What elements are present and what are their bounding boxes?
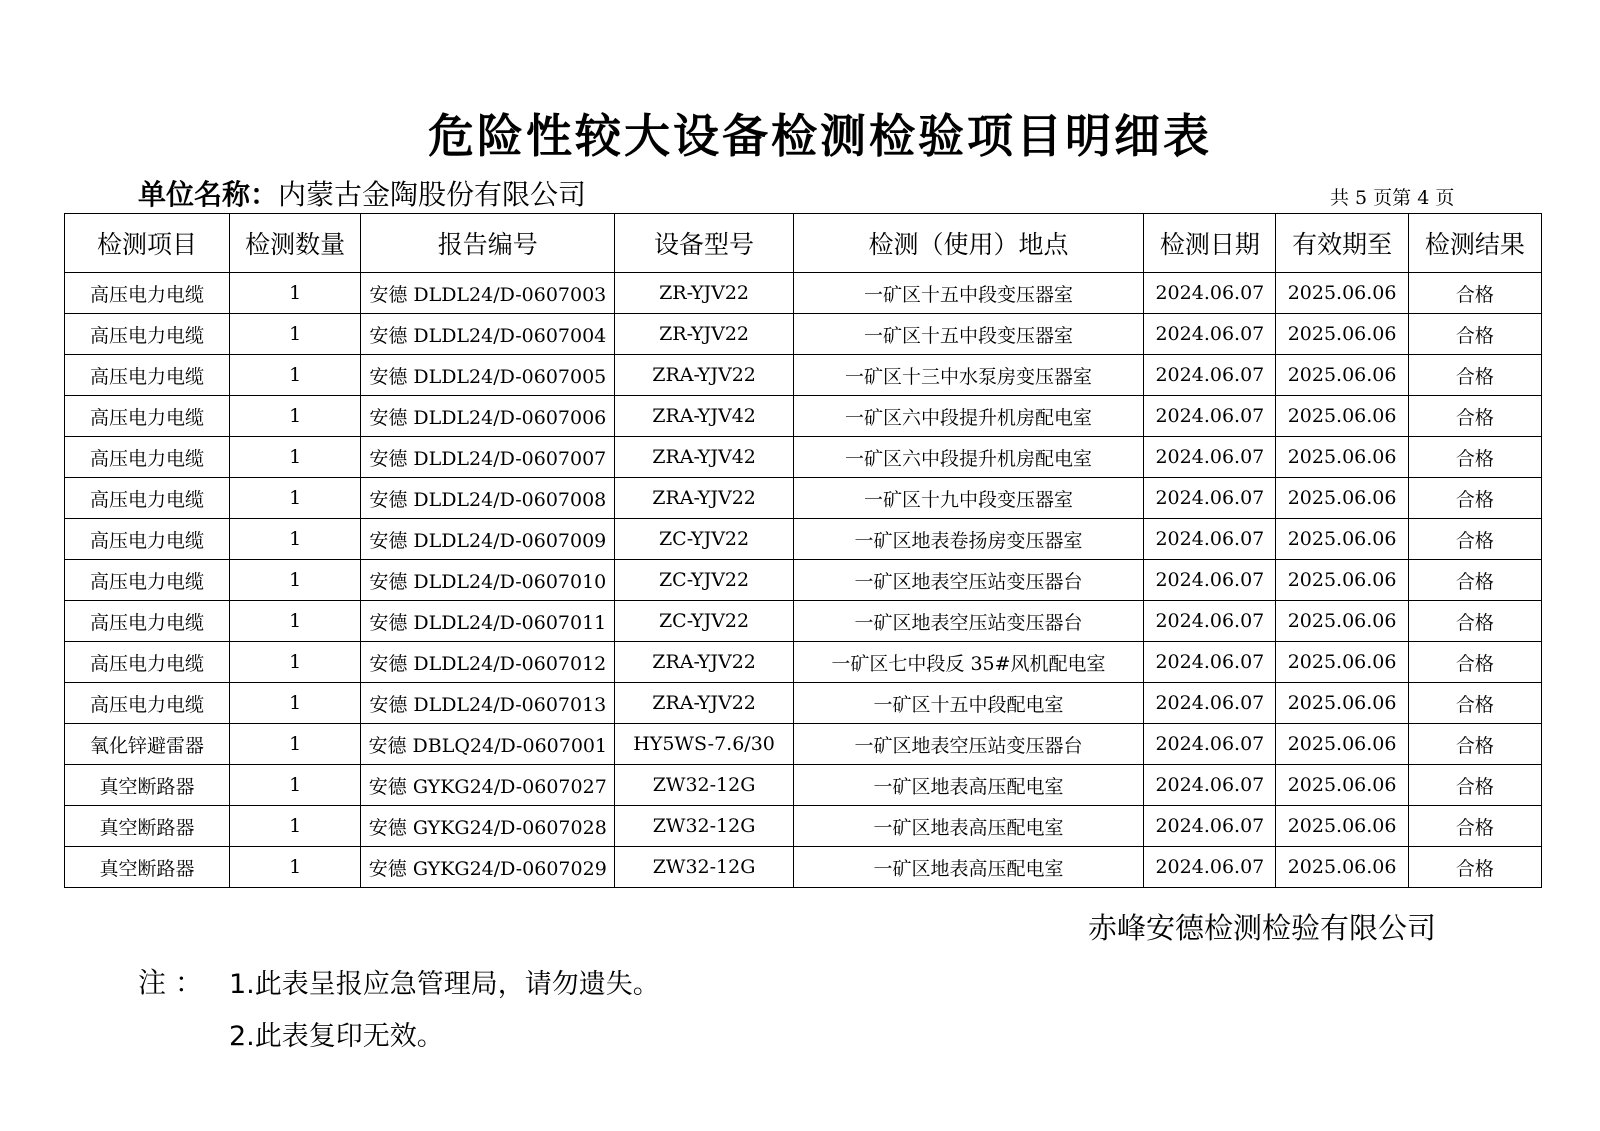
cell-report-no: 安德 DLDL24/D-0607006 <box>361 396 615 437</box>
cell-quantity: 1 <box>230 601 361 642</box>
cell-model: ZRA-YJV22 <box>615 642 793 683</box>
cell-valid-until: 2025.06.06 <box>1276 437 1408 478</box>
cell-location: 一矿区地表高压配电室 <box>793 806 1144 847</box>
cell-result: 合格 <box>1408 478 1541 519</box>
cell-valid-until: 2025.06.06 <box>1276 765 1408 806</box>
cell-location: 一矿区十九中段变压器室 <box>793 478 1144 519</box>
cell-model: ZW32-12G <box>615 806 793 847</box>
cell-test-date: 2024.06.07 <box>1144 560 1276 601</box>
cell-item: 高压电力电缆 <box>65 601 230 642</box>
cell-quantity: 1 <box>230 478 361 519</box>
cell-result: 合格 <box>1408 601 1541 642</box>
cell-location: 一矿区六中段提升机房配电室 <box>793 437 1144 478</box>
header-model: 设备型号 <box>615 214 793 273</box>
cell-report-no: 安德 DBLQ24/D-0607001 <box>361 724 615 765</box>
cell-model: ZRA-YJV42 <box>615 396 793 437</box>
cell-item: 高压电力电缆 <box>65 519 230 560</box>
cell-result: 合格 <box>1408 273 1541 314</box>
cell-test-date: 2024.06.07 <box>1144 847 1276 888</box>
cell-quantity: 1 <box>230 806 361 847</box>
cell-report-no: 安德 DLDL24/D-0607004 <box>361 314 615 355</box>
cell-model: ZC-YJV22 <box>615 560 793 601</box>
unit-name: 内蒙古金陶股份有限公司 <box>278 178 587 211</box>
table-row <box>65 560 1542 601</box>
cell-location: 一矿区地表高压配电室 <box>793 765 1144 806</box>
table-row <box>65 601 1542 642</box>
cell-item: 高压电力电缆 <box>65 560 230 601</box>
header-test-date: 检测日期 <box>1144 214 1276 273</box>
table-row <box>65 478 1542 519</box>
cell-report-no: 安德 GYKG24/D-0607028 <box>361 806 615 847</box>
cell-result: 合格 <box>1408 806 1541 847</box>
cell-item: 高压电力电缆 <box>65 642 230 683</box>
cell-report-no: 安德 GYKG24/D-0607029 <box>361 847 615 888</box>
cell-test-date: 2024.06.07 <box>1144 642 1276 683</box>
cell-item: 真空断路器 <box>65 765 230 806</box>
cell-item: 氧化锌避雷器 <box>65 724 230 765</box>
table-row <box>65 642 1542 683</box>
cell-model: ZRA-YJV22 <box>615 683 793 724</box>
cell-quantity: 1 <box>230 642 361 683</box>
cell-result: 合格 <box>1408 683 1541 724</box>
table-row <box>65 396 1542 437</box>
table-row <box>65 806 1542 847</box>
unit-name-line <box>138 173 586 213</box>
unit-label: 单位名称： <box>138 178 279 211</box>
cell-location: 一矿区六中段提升机房配电室 <box>793 396 1144 437</box>
cell-report-no: 安德 DLDL24/D-0607003 <box>361 273 615 314</box>
cell-report-no: 安德 DLDL24/D-0607011 <box>361 601 615 642</box>
table-row <box>65 314 1542 355</box>
table-body <box>65 273 1542 888</box>
cell-valid-until: 2025.06.06 <box>1276 642 1408 683</box>
cell-valid-until: 2025.06.06 <box>1276 806 1408 847</box>
cell-report-no: 安德 DLDL24/D-0607012 <box>361 642 615 683</box>
cell-test-date: 2024.06.07 <box>1144 478 1276 519</box>
cell-result: 合格 <box>1408 355 1541 396</box>
cell-location: 一矿区十三中水泵房变压器室 <box>793 355 1144 396</box>
cell-valid-until: 2025.06.06 <box>1276 396 1408 437</box>
cell-valid-until: 2025.06.06 <box>1276 314 1408 355</box>
cell-quantity: 1 <box>230 765 361 806</box>
header-location: 检测（使用）地点 <box>793 214 1144 273</box>
cell-test-date: 2024.06.07 <box>1144 314 1276 355</box>
cell-model: ZRA-YJV22 <box>615 355 793 396</box>
equipment-inspection-table <box>64 213 1542 888</box>
cell-test-date: 2024.06.07 <box>1144 724 1276 765</box>
cell-quantity: 1 <box>230 273 361 314</box>
table-row <box>65 847 1542 888</box>
cell-result: 合格 <box>1408 314 1541 355</box>
document-title: 危险性较大设备检测检验项目明细表 <box>428 109 1212 163</box>
cell-valid-until: 2025.06.06 <box>1276 355 1408 396</box>
cell-report-no: 安德 DLDL24/D-0607007 <box>361 437 615 478</box>
header-valid-until: 有效期至 <box>1276 214 1408 273</box>
cell-test-date: 2024.06.07 <box>1144 273 1276 314</box>
header-quantity: 检测数量 <box>230 214 361 273</box>
cell-test-date: 2024.06.07 <box>1144 683 1276 724</box>
cell-valid-until: 2025.06.06 <box>1276 601 1408 642</box>
cell-test-date: 2024.06.07 <box>1144 437 1276 478</box>
cell-valid-until: 2025.06.06 <box>1276 273 1408 314</box>
cell-valid-until: 2025.06.06 <box>1276 724 1408 765</box>
cell-quantity: 1 <box>230 437 361 478</box>
table-row <box>65 355 1542 396</box>
cell-item: 真空断路器 <box>65 806 230 847</box>
cell-quantity: 1 <box>230 519 361 560</box>
cell-location: 一矿区七中段反 35#风机配电室 <box>793 642 1144 683</box>
cell-model: ZRA-YJV22 <box>615 478 793 519</box>
table-row <box>65 683 1542 724</box>
cell-location: 一矿区十五中段配电室 <box>793 683 1144 724</box>
header-report-no: 报告编号 <box>361 214 615 273</box>
cell-model: ZR-YJV22 <box>615 314 793 355</box>
cell-model: ZR-YJV22 <box>615 273 793 314</box>
cell-result: 合格 <box>1408 519 1541 560</box>
header-item: 检测项目 <box>65 214 230 273</box>
cell-model: ZW32-12G <box>615 847 793 888</box>
cell-quantity: 1 <box>230 724 361 765</box>
cell-test-date: 2024.06.07 <box>1144 355 1276 396</box>
cell-item: 高压电力电缆 <box>65 396 230 437</box>
cell-report-no: 安德 GYKG24/D-0607027 <box>361 765 615 806</box>
cell-item: 高压电力电缆 <box>65 478 230 519</box>
table-row <box>65 724 1542 765</box>
cell-location: 一矿区地表空压站变压器台 <box>793 601 1144 642</box>
cell-result: 合格 <box>1408 847 1541 888</box>
cell-model: ZC-YJV22 <box>615 601 793 642</box>
cell-valid-until: 2025.06.06 <box>1276 560 1408 601</box>
cell-item: 高压电力电缆 <box>65 683 230 724</box>
cell-report-no: 安德 DLDL24/D-0607013 <box>361 683 615 724</box>
cell-model: ZRA-YJV42 <box>615 437 793 478</box>
cell-item: 高压电力电缆 <box>65 314 230 355</box>
header-result: 检测结果 <box>1408 214 1541 273</box>
cell-model: ZC-YJV22 <box>615 519 793 560</box>
cell-quantity: 1 <box>230 560 361 601</box>
cell-result: 合格 <box>1408 437 1541 478</box>
cell-location: 一矿区地表空压站变压器台 <box>793 724 1144 765</box>
cell-valid-until: 2025.06.06 <box>1276 478 1408 519</box>
cell-result: 合格 <box>1408 642 1541 683</box>
cell-item: 真空断路器 <box>65 847 230 888</box>
cell-valid-until: 2025.06.06 <box>1276 847 1408 888</box>
cell-model: ZW32-12G <box>615 765 793 806</box>
cell-model: HY5WS-7.6/30 <box>615 724 793 765</box>
cell-report-no: 安德 DLDL24/D-0607008 <box>361 478 615 519</box>
cell-location: 一矿区十五中段变压器室 <box>793 273 1144 314</box>
inspection-company: 赤峰安德检测检验有限公司 <box>1088 911 1437 945</box>
cell-quantity: 1 <box>230 314 361 355</box>
cell-quantity: 1 <box>230 683 361 724</box>
cell-location: 一矿区十五中段变压器室 <box>793 314 1144 355</box>
cell-report-no: 安德 DLDL24/D-0607005 <box>361 355 615 396</box>
table-header-row <box>65 214 1542 273</box>
cell-quantity: 1 <box>230 847 361 888</box>
cell-location: 一矿区地表高压配电室 <box>793 847 1144 888</box>
cell-result: 合格 <box>1408 396 1541 437</box>
cell-report-no: 安德 DLDL24/D-0607010 <box>361 560 615 601</box>
cell-item: 高压电力电缆 <box>65 437 230 478</box>
note-label: 注 ： <box>138 966 203 999</box>
cell-report-no: 安德 DLDL24/D-0607009 <box>361 519 615 560</box>
page-info: 共 5 页第 4 页 <box>1330 187 1455 209</box>
note-2: 2.此表复印无效。 <box>229 1021 444 1052</box>
cell-valid-until: 2025.06.06 <box>1276 683 1408 724</box>
cell-location: 一矿区地表卷扬房变压器室 <box>793 519 1144 560</box>
cell-quantity: 1 <box>230 355 361 396</box>
cell-result: 合格 <box>1408 765 1541 806</box>
table-row <box>65 519 1542 560</box>
table-row <box>65 437 1542 478</box>
cell-valid-until: 2025.06.06 <box>1276 519 1408 560</box>
cell-quantity: 1 <box>230 396 361 437</box>
cell-item: 高压电力电缆 <box>65 355 230 396</box>
cell-test-date: 2024.06.07 <box>1144 601 1276 642</box>
cell-result: 合格 <box>1408 560 1541 601</box>
note-1: 1.此表呈报应急管理局，请勿遗失。 <box>229 969 660 1000</box>
cell-result: 合格 <box>1408 724 1541 765</box>
table-row <box>65 765 1542 806</box>
cell-location: 一矿区地表空压站变压器台 <box>793 560 1144 601</box>
cell-test-date: 2024.06.07 <box>1144 806 1276 847</box>
cell-test-date: 2024.06.07 <box>1144 519 1276 560</box>
cell-test-date: 2024.06.07 <box>1144 765 1276 806</box>
cell-item: 高压电力电缆 <box>65 273 230 314</box>
cell-test-date: 2024.06.07 <box>1144 396 1276 437</box>
table-row <box>65 273 1542 314</box>
